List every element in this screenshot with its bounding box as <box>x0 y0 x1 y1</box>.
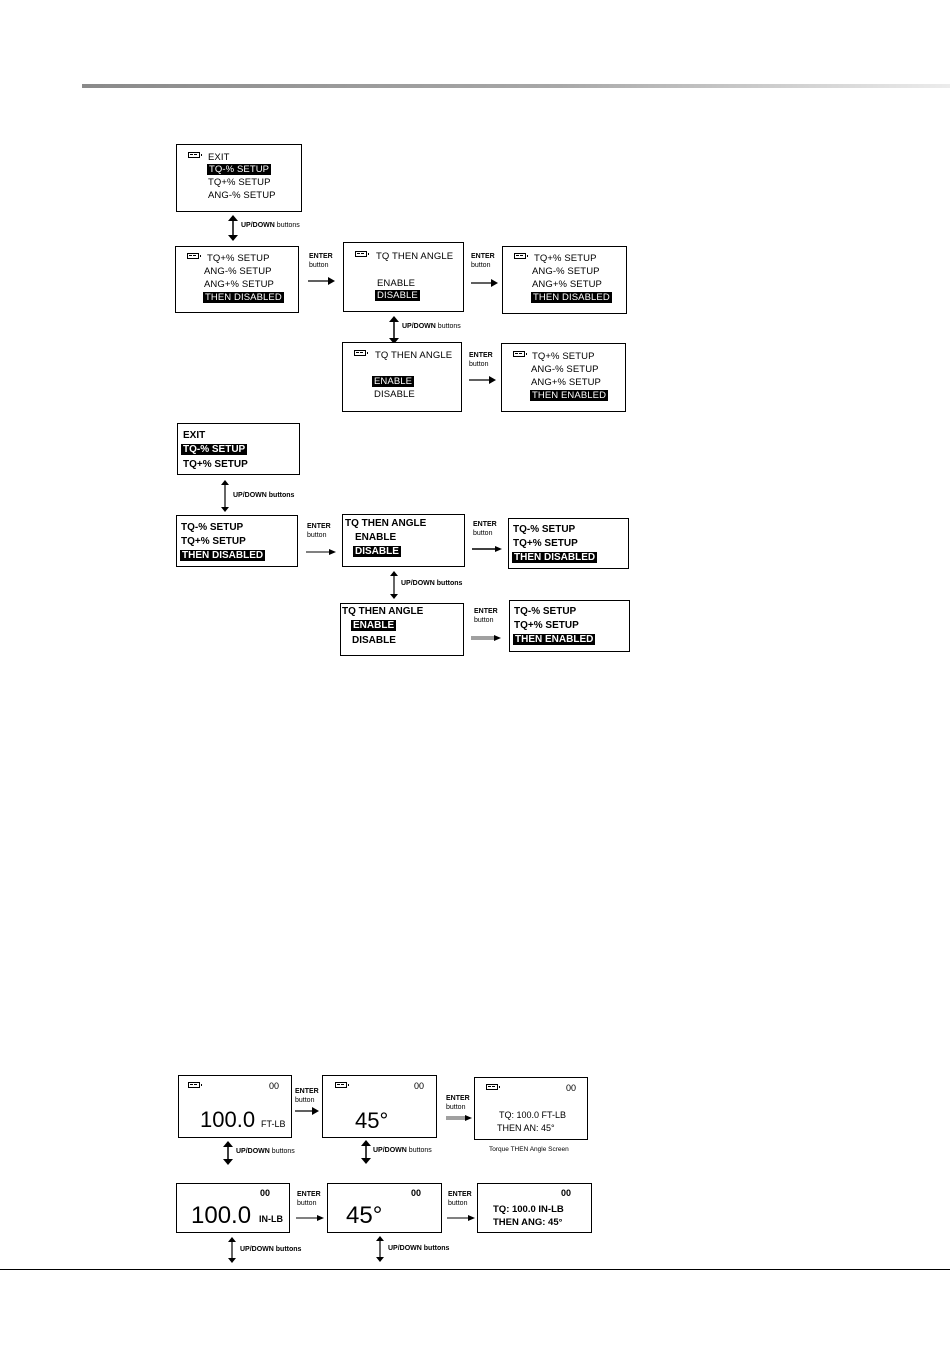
option-disable-selected: DISABLE <box>377 290 418 301</box>
torque-value: 100.0 <box>200 1107 256 1132</box>
screen-angle-value <box>322 1075 437 1138</box>
summary-angle: THEN AN: 45° <box>497 1123 555 1133</box>
updown-arrow-icon <box>389 571 399 599</box>
screen-caption: Torque THEN Angle Screen <box>489 1146 569 1153</box>
updown-arrow-icon <box>220 480 230 512</box>
screen-setup-menu <box>176 515 298 567</box>
right-arrow-icon <box>447 1214 475 1222</box>
battery-icon <box>514 253 526 259</box>
battery-icon <box>513 351 525 357</box>
right-arrow-icon <box>306 548 336 556</box>
code-readout: 00 <box>566 1083 577 1093</box>
enter-label: ENTER button <box>295 1088 319 1104</box>
header-rule <box>82 84 950 88</box>
updown-arrow-icon <box>226 215 240 241</box>
updown-label: UP/DOWN buttons <box>233 492 295 499</box>
updown-arrow-icon <box>360 1140 372 1164</box>
enter-label: ENTER button <box>307 523 331 539</box>
screen-title: TQ THEN ANGLE <box>375 350 453 361</box>
screen-result-enabled <box>509 600 630 652</box>
torque-unit: IN-LB <box>259 1214 283 1224</box>
menu-item: TQ-% SETUP <box>513 524 576 535</box>
updown-arrow-icon <box>222 1141 234 1165</box>
battery-icon <box>187 253 199 259</box>
screen-torque-value <box>176 1183 290 1233</box>
summary-torque: TQ: 100.0 IN-LB <box>493 1204 564 1215</box>
code-readout: 00 <box>561 1188 572 1198</box>
option-disable: DISABLE <box>374 389 415 400</box>
enter-label: ENTER button <box>473 521 497 537</box>
screen-tq-then-angle-enable <box>342 342 462 412</box>
menu-item: TQ-% SETUP <box>514 606 577 617</box>
screen-result-enabled <box>501 343 626 412</box>
menu-item: TQ+% SETUP <box>208 177 271 188</box>
menu-item-selected: THEN DISABLED <box>533 292 610 303</box>
menu-item-selected: THEN ENABLED <box>515 634 594 645</box>
menu-item-exit: EXIT <box>183 430 206 441</box>
menu-item: ANG-% SETUP <box>531 364 599 375</box>
summary-torque: TQ: 100.0 FT-LB <box>499 1110 567 1120</box>
torque-value: 100.0 <box>191 1202 252 1229</box>
menu-item: ANG+% SETUP <box>531 377 601 388</box>
option-enable: ENABLE <box>355 532 397 543</box>
screen-setup-menu <box>175 246 299 313</box>
battery-icon <box>188 152 200 158</box>
menu-item: TQ+% SETUP <box>181 536 246 547</box>
screen-tq-then-angle-enable <box>340 603 464 656</box>
updown-arrow-icon <box>388 316 400 344</box>
enter-label: ENTER button <box>469 352 493 368</box>
battery-icon <box>188 1082 200 1088</box>
menu-item: TQ+% SETUP <box>514 620 579 631</box>
updown-label: UP/DOWN buttons <box>373 1147 432 1154</box>
screen-result-disabled <box>502 246 627 314</box>
menu-item-selected: THEN DISABLED <box>182 550 264 561</box>
menu-item: TQ+% SETUP <box>513 538 578 549</box>
right-arrow-icon <box>471 634 501 642</box>
menu-item: ANG+% SETUP <box>532 279 602 290</box>
code-readout: 00 <box>269 1081 280 1091</box>
menu-item-selected: THEN ENABLED <box>532 390 607 401</box>
battery-icon <box>335 1082 347 1088</box>
summary-angle: THEN ANG: 45° <box>493 1217 563 1228</box>
screen-summary <box>474 1077 588 1140</box>
right-arrow-icon <box>472 545 502 553</box>
screen-summary <box>477 1183 592 1233</box>
option-disable: DISABLE <box>352 635 396 646</box>
angle-value: 45° <box>355 1108 389 1133</box>
battery-icon <box>486 1084 498 1090</box>
menu-item: ANG+% SETUP <box>204 279 274 290</box>
right-arrow-icon <box>296 1214 324 1222</box>
enter-label: ENTER button <box>446 1095 470 1111</box>
menu-item-exit: EXIT <box>208 152 230 163</box>
right-arrow-icon <box>446 1114 472 1122</box>
right-arrow-icon <box>308 276 336 286</box>
updown-label: UP/DOWN buttons <box>388 1245 450 1252</box>
menu-item: ANG-% SETUP <box>208 190 276 201</box>
code-readout: 00 <box>414 1081 425 1091</box>
option-disable-selected: DISABLE <box>355 546 399 557</box>
menu-item-selected: TQ-% SETUP <box>209 164 270 175</box>
right-arrow-icon <box>295 1106 319 1116</box>
screen-main-menu <box>177 423 300 475</box>
code-readout: 00 <box>260 1188 271 1198</box>
menu-item: TQ-% SETUP <box>181 522 244 533</box>
enter-label: ENTER button <box>448 1191 472 1207</box>
angle-value: 45° <box>346 1202 383 1229</box>
menu-item-selected: THEN DISABLED <box>514 552 596 563</box>
screen-title: TQ THEN ANGLE <box>342 606 424 617</box>
screen-title: TQ THEN ANGLE <box>376 251 454 262</box>
screen-angle-value <box>327 1183 442 1233</box>
screen-main-menu <box>176 144 302 212</box>
menu-item: ANG-% SETUP <box>204 266 272 277</box>
enter-label: ENTER button <box>297 1191 321 1207</box>
menu-item: TQ+% SETUP <box>183 459 248 470</box>
battery-icon <box>354 350 366 356</box>
footer-rule <box>0 1269 950 1270</box>
updown-label: UP/DOWN buttons <box>240 1246 302 1253</box>
updown-label: UP/DOWN buttons <box>236 1148 295 1155</box>
updown-label: UP/DOWN buttons <box>401 580 463 587</box>
updown-label: UP/DOWN buttons <box>241 222 300 229</box>
screen-torque-value <box>178 1075 292 1138</box>
screen-title: TQ THEN ANGLE <box>345 518 427 529</box>
menu-item: ANG-% SETUP <box>532 266 600 277</box>
torque-unit: FT-LB <box>261 1119 286 1129</box>
screen-tq-then-angle-disable <box>342 514 465 567</box>
right-arrow-icon <box>469 375 497 385</box>
enter-label: ENTER button <box>474 608 498 624</box>
menu-item: TQ+% SETUP <box>532 351 595 362</box>
updown-arrow-icon <box>227 1237 237 1263</box>
option-enable-selected: ENABLE <box>374 376 413 387</box>
option-enable-selected: ENABLE <box>353 620 395 631</box>
updown-arrow-icon <box>375 1236 385 1262</box>
screen-result-disabled <box>508 518 629 569</box>
option-enable: ENABLE <box>377 278 416 289</box>
menu-item-selected: THEN DISABLED <box>205 292 282 303</box>
battery-icon <box>355 251 367 257</box>
menu-item: TQ+% SETUP <box>534 253 597 264</box>
enter-label: ENTER button <box>471 253 495 269</box>
menu-item-selected: TQ-% SETUP <box>183 444 246 455</box>
enter-label: ENTER button <box>309 253 333 269</box>
menu-item: TQ+% SETUP <box>207 253 270 264</box>
right-arrow-icon <box>471 278 499 288</box>
code-readout: 00 <box>411 1188 422 1198</box>
updown-label: UP/DOWN buttons <box>402 323 461 330</box>
screen-tq-then-angle-disable <box>343 242 464 312</box>
